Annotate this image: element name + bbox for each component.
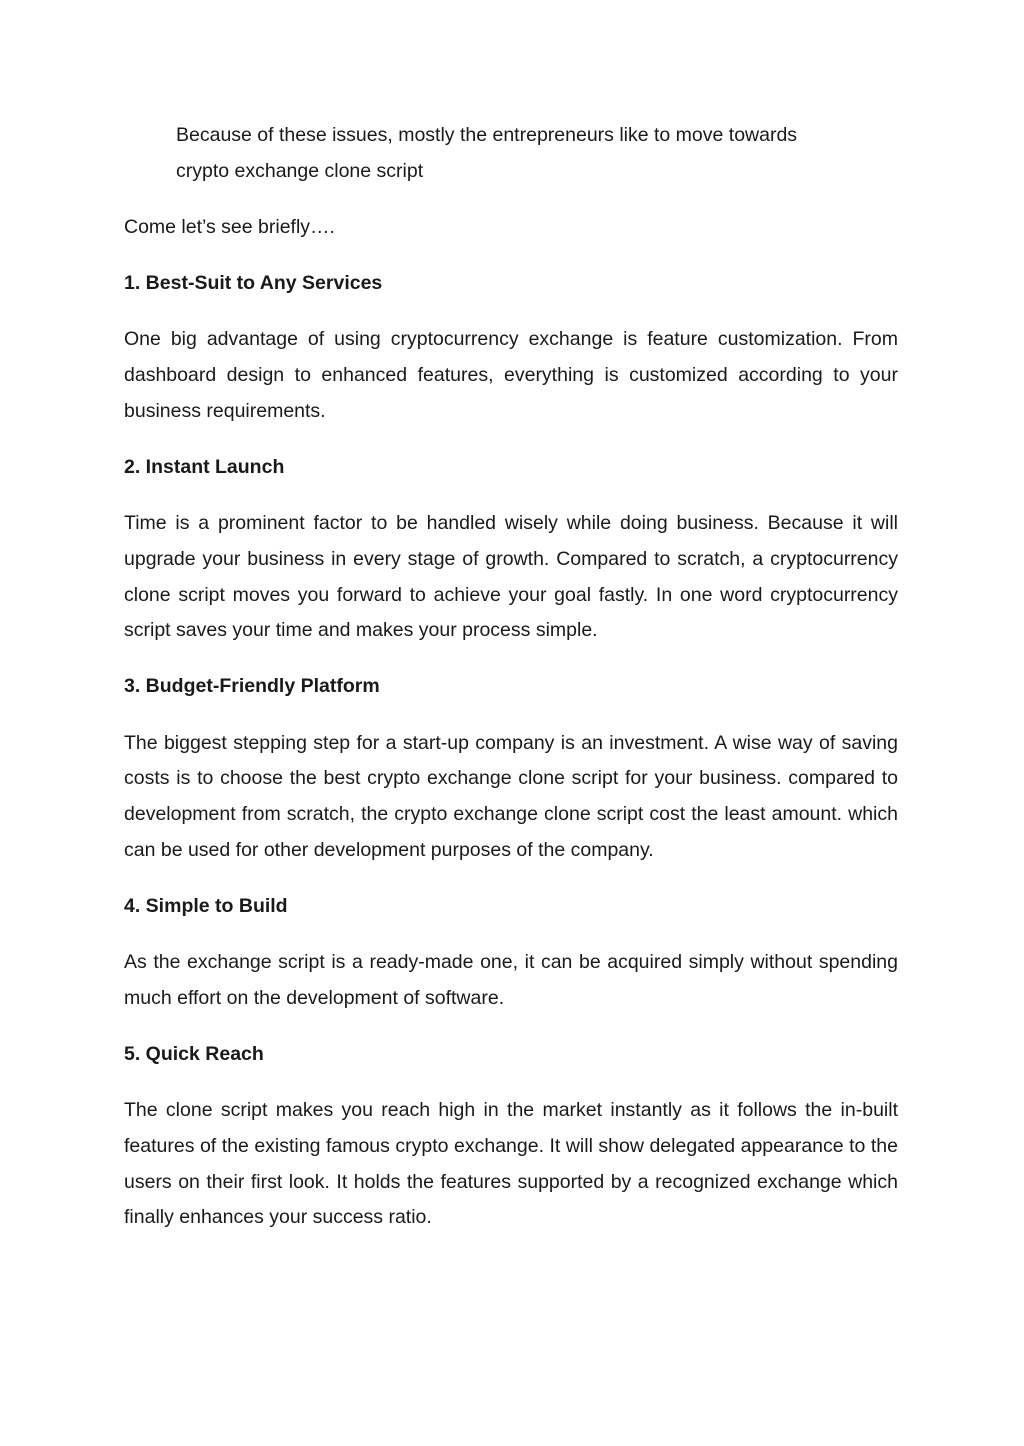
section-heading-best-suit: 1. Best-Suit to Any Services [124,272,383,295]
section-heading-instant-launch: 2. Instant Launch [124,455,285,478]
section-body-best-suit: One big advantage of using cryptocurrency exchange is feature customization. From dashboard design to enhanced features, everything is customized according to your business requirements. [124,328,898,422]
lead-paragraph: Come let’s see briefly…. [124,215,335,238]
intro-paragraph: Because of these issues, mostly the entrepreneurs like to move towards crypto exchange clone script [176,124,798,182]
section-heading-quick-reach: 5. Quick Reach [124,1043,264,1066]
section-body-instant-launch: Time is a prominent factor to be handled wisely while doing business. Because it will upgrade your business in every stage of growth. Compared to scratch, a cryptocurrency clone script moves you forward to achieve your goal fastly. In one word cryptocurrency script saves your time and makes your process simple. [124,512,898,642]
section-heading-simple-to-build: 4. Simple to Build [124,894,288,917]
document-content [124,118,898,1236]
section-body-simple-to-build: As the exchange script is a ready-made one, it can be acquired simply without spending much effort on the development of software. [124,951,898,1009]
section-body-budget-friendly: The biggest stepping step for a start-up company is an investment. A wise way of saving costs is to choose the best crypto exchange clone script for your business. compared to development from scratch, the crypto exchange clone script cost the least amount. which can be used for other development purposes of the company. [124,731,898,861]
section-heading-budget-friendly: 3. Budget-Friendly Platform [124,675,380,698]
section-body-quick-reach: The clone script makes you reach high in the market instantly as it follows the in-built features of the existing famous crypto exchange. It will show delegated appearance to the users on their first look. It holds the features supported by a recognized exchange which finally enhances your success ratio. [124,1099,898,1229]
